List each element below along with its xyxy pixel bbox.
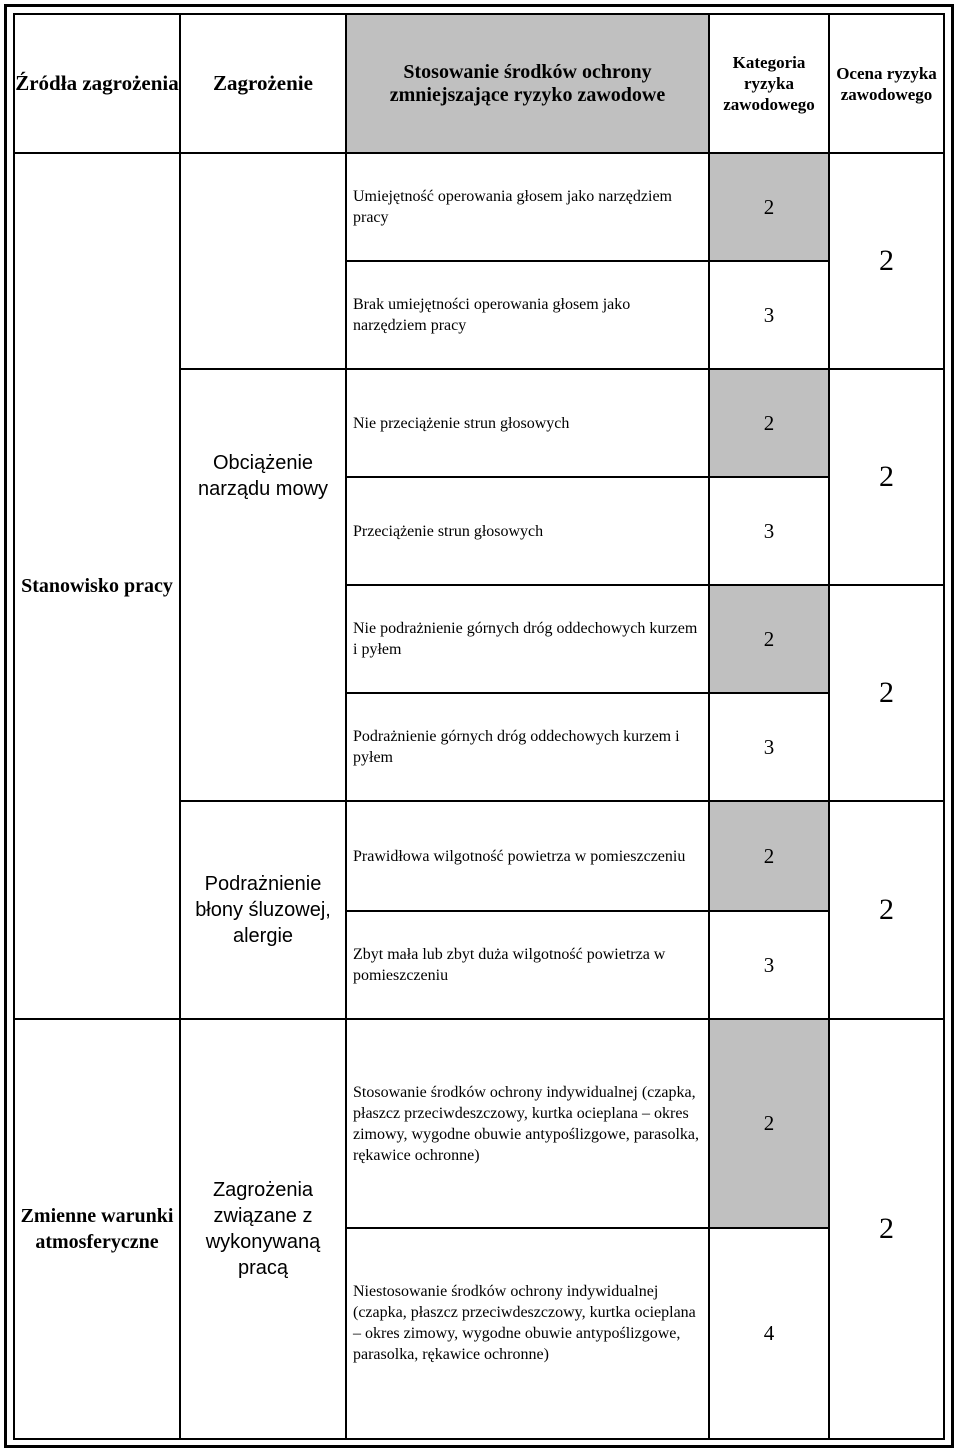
header-source: Źródła zagrożenia: [13, 13, 181, 154]
measure-row: Brak umiejętności operowania głosem jako narzędziem pracy: [345, 260, 710, 370]
measure-row: Podrażnienie górnych dróg oddechowych kurzem i pyłem: [345, 692, 710, 802]
hazard-mucosa: Podrażnienie błony śluzowej, alergie: [179, 800, 347, 1020]
assessment-cell: 2: [828, 1018, 945, 1440]
measure-row: Przeciążenie strun głosowych: [345, 476, 710, 586]
hazard-work-related: Zagrożenia związane z wykonywaną pracą: [179, 1018, 347, 1440]
measure-row: Nie podrażnienie górnych dróg oddechowych kurzem i pyłem: [345, 584, 710, 694]
measure-row: Niestosowanie środków ochrony indywidualnej (czapka, płaszcz przeciwdeszczowy, kurtka ocieplana – okres zimowy, wygodne obuwie antypoślizgowe, parasolka, rękawice ochronne): [345, 1227, 710, 1440]
category-cell: 4: [708, 1227, 830, 1440]
measure-row: Prawidłowa wilgotność powietrza w pomieszczeniu: [345, 800, 710, 912]
measure-row: Umiejętność operowania głosem jako narzędziem pracy: [345, 152, 710, 262]
hazard-empty: [179, 152, 347, 370]
measure-row: Zbyt mała lub zbyt duża wilgotność powietrza w pomieszczeniu: [345, 910, 710, 1020]
measure-row: Stosowanie środków ochrony indywidualnej (czapka, płaszcz przeciwdeszczowy, kurtka ocieplana – okres zimowy, wygodne obuwie antypoślizgowe, parasolka, rękawice ochronne): [345, 1018, 710, 1229]
category-cell: 2: [708, 584, 830, 694]
category-cell: 3: [708, 910, 830, 1020]
category-cell: 2: [708, 1018, 830, 1229]
category-cell: 2: [708, 368, 830, 478]
source-workplace: Stanowisko pracy: [13, 152, 181, 1020]
measure-row: Nie przeciążenie strun głosowych: [345, 368, 710, 478]
assessment-cell: 2: [828, 584, 945, 802]
category-cell: 3: [708, 476, 830, 586]
assessment-cell: 2: [828, 368, 945, 586]
category-cell: 3: [708, 692, 830, 802]
category-cell: 2: [708, 800, 830, 912]
header-hazard: Zagrożenie: [179, 13, 347, 154]
assessment-cell: 2: [828, 800, 945, 1020]
assessment-cell: 2: [828, 152, 945, 370]
source-weather: Zmienne warunki atmosferyczne: [13, 1018, 181, 1440]
hazard-speech-organ: Obciążenie narządu mowy: [179, 368, 347, 802]
category-cell: 3: [708, 260, 830, 370]
header-assessment: Ocena ryzyka zawodowego: [828, 13, 945, 154]
header-category: Kategoria ryzyka zawodowego: [708, 13, 830, 154]
header-measures: Stosowanie środków ochrony zmniejszające ryzyko zawodowe: [345, 13, 710, 154]
category-cell: 2: [708, 152, 830, 262]
